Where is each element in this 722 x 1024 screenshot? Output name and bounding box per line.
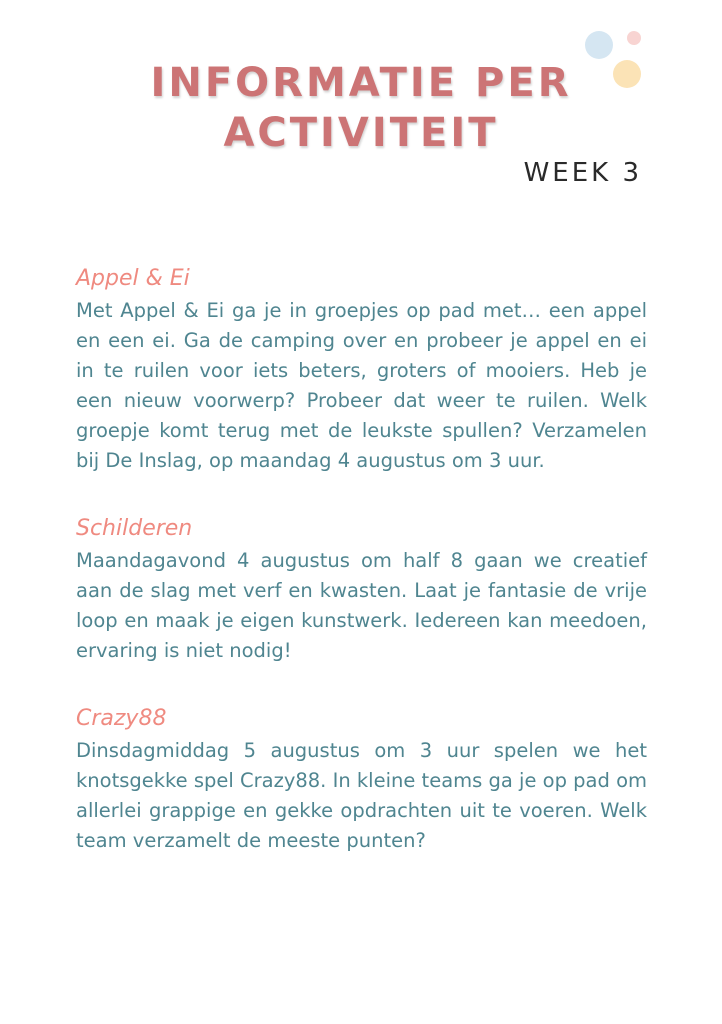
page-title-line-2: ACTIVITEIT [223,110,499,156]
week-label: WEEK 3 [523,158,642,188]
activity-list [76,263,647,893]
activity-description: Met Appel & Ei ga je in groepjes op pad met… een appel en een ei. Ga de camping over en probeer je appel en ei in te ruilen voor iets beters, groters of mooiers. Heb je een nieuw voorwerp? Probeer dat weer te ruilen. Welk groepje komt terug met de leukste spullen? Verzamelen bij De Inslag, op maandag 4 augustus om 3 uur. [76,299,647,472]
activity-crazy88 [76,703,647,856]
pink-dot [627,31,641,45]
activity-heading: Appel & Ei [76,266,190,291]
blue-dot [585,31,613,59]
activity-appel-en-ei [76,263,647,476]
activity-description: Dinsdagmiddag 5 augustus om 3 uur spelen we het knotsgekke spel Crazy88. In kleine teams ga je op pad om allerlei grappige en gekke opdrachten uit te voeren. Welk team verzamelt de meeste punten? [76,739,647,852]
activity-schilderen [76,513,647,666]
page-title [0,58,722,158]
activity-heading: Crazy88 [76,706,167,731]
page-title-line-1: INFORMATIE PER [150,60,572,106]
activity-heading: Schilderen [76,516,193,541]
activity-description: Maandagavond 4 augustus om half 8 gaan we creatief aan de slag met verf en kwasten. Laat je fantasie de vrije loop en maak je eigen kunstwerk. Iedereen kan meedoen, ervaring is niet nodig! [76,549,647,662]
